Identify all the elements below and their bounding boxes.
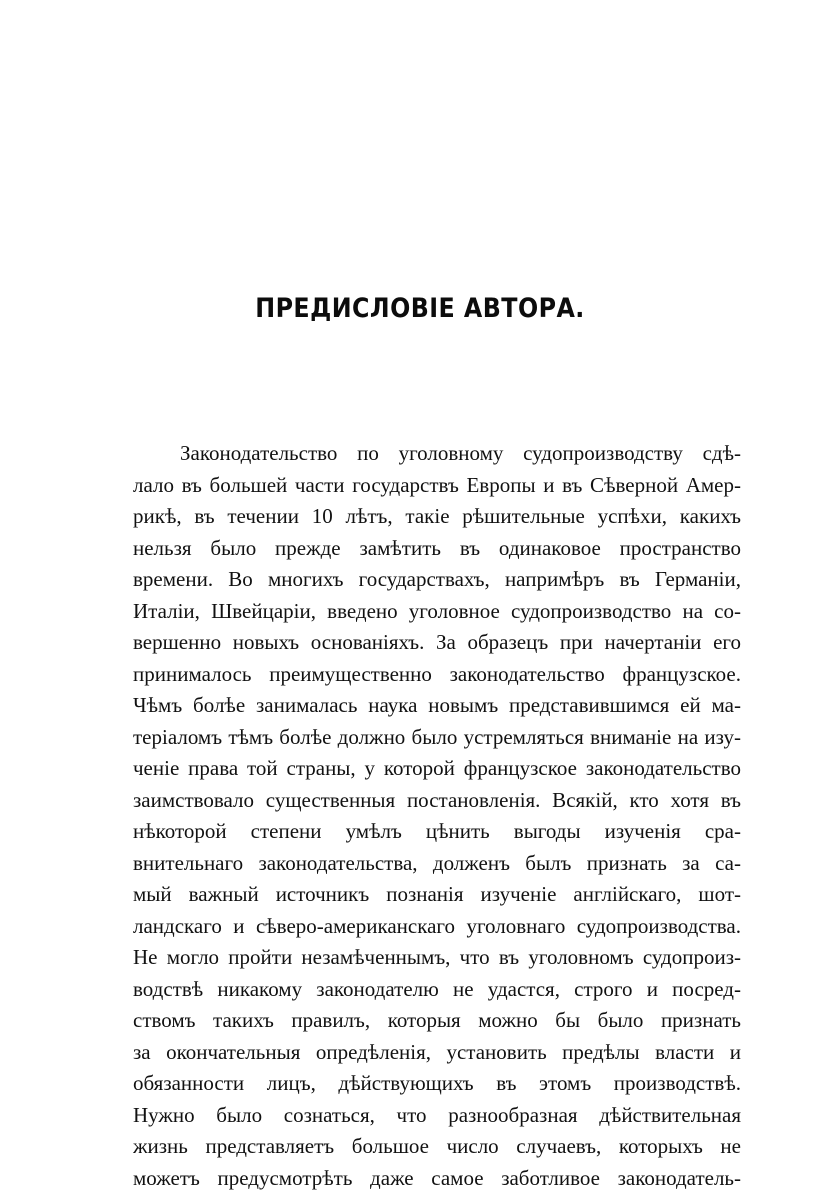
text-line: Нужно было сознаться, что разнообразная дѣйствительная	[133, 1100, 741, 1132]
body-text	[133, 438, 741, 1194]
text-line: заимствовало существенныя постановленія. Всякій, кто хотя въ	[133, 785, 741, 817]
text-line: вершенно новыхъ основаніяхъ. За образецъ при начертаніи его	[133, 627, 741, 659]
page-title: ПРЕДИСЛОВІЕ АВТОРА.	[50, 293, 789, 324]
text-line: можетъ предусмотрѣть даже самое заботливое законодатель-	[133, 1163, 741, 1194]
text-line: жизнь представляетъ большое число случаевъ, которыхъ не	[133, 1131, 741, 1163]
text-line: внительнаго законодательства, долженъ былъ признать за са-	[133, 848, 741, 880]
text-line: за окончательныя опредѣленія, установить предѣлы власти и	[133, 1037, 741, 1069]
text-line: Чѣмъ болѣе занималась наука новымъ представившимся ей ма-	[133, 690, 741, 722]
text-line: времени. Во многихъ государствахъ, напримѣръ въ Германіи,	[133, 564, 741, 596]
text-line: ченіе права той страны, у которой французское законодательство	[133, 753, 741, 785]
text-line: водствѣ никакому законодателю не удастся, строго и посред-	[133, 974, 741, 1006]
text-line: ландскаго и сѣверо-американскаго уголовнаго судопроизводства.	[133, 911, 741, 943]
text-line: Законодательство по уголовному судопроизводству сдѣ-	[133, 438, 741, 470]
text-line: нельзя было прежде замѣтить въ одинаковое пространство	[133, 533, 741, 565]
text-line: лало въ большей части государствъ Европы и въ Сѣверной Амер-	[133, 470, 741, 502]
text-line: мый важный источникъ познанія изученіе англійскаго, шот-	[133, 879, 741, 911]
text-line: рикѣ, въ течении 10 лѣтъ, такіе рѣшительные успѣхи, какихъ	[133, 501, 741, 533]
text-line: принималось преимущественно законодательство французское.	[133, 659, 741, 691]
text-line: теріаломъ тѣмъ болѣе должно было устремляться вниманіе на изу-	[133, 722, 741, 754]
text-line: ствомъ такихъ правилъ, которыя можно бы было признать	[133, 1005, 741, 1037]
text-line: обязанности лицъ, дѣйствующихъ въ этомъ производствѣ.	[133, 1068, 741, 1100]
text-line: Не могло пройти незамѣченнымъ, что въ уголовномъ судопроиз-	[133, 942, 741, 974]
text-line: нѣкоторой степени умѣлъ цѣнить выгоды изученія сра-	[133, 816, 741, 848]
text-line: Италіи, Швейцаріи, введено уголовное судопроизводство на со-	[133, 596, 741, 628]
